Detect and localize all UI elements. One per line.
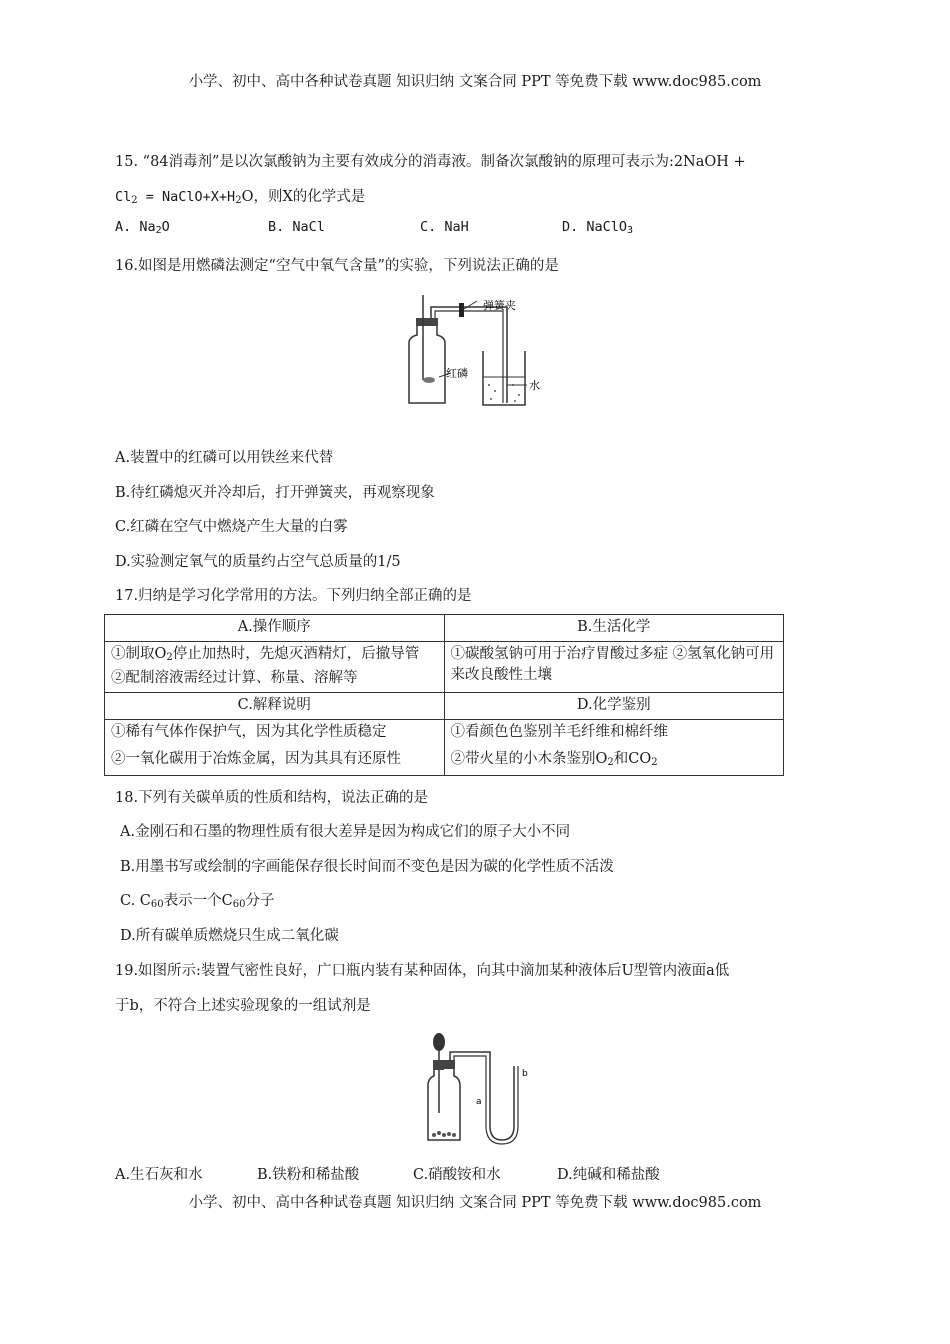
q17-table-b-body: ①碳酸氢钠可用于治疗胃酸过多症 ②氢氧化钠可用来改良酸性土壤 [444,642,784,693]
q16-option-c: C.红磷在空气中燃烧产生大量的白雾 [115,519,348,535]
q15-option-c: C. NaH [420,219,469,235]
bottle-shape [409,325,445,403]
q18-option-c: C. $C_{60}$表示一个$C_{60}$分子 [120,893,275,910]
q16-option-b: B.待红磷熄灭并冷却后，打开弹簧夹，再观察现象 [115,485,435,501]
q18-option-d: D.所有碳单质燃烧只生成二氧化碳 [120,928,339,944]
q15-option-a: A. $Na_2O$ [115,219,170,236]
page-footer: 小学、初中、高中各种试卷真题 知识归纳 文案合同 PPT 等免费下载 www.doc985.com [188,1195,762,1211]
q17-table-c-head: C.解释说明 [105,693,445,720]
q16-apparatus-figure [395,285,555,413]
q18-option-b: B.用墨书写或绘制的字画能保存很长时间而不变色是因为碳的化学性质不活泼 [120,859,614,875]
q15-stem-line1: 15. “84消毒剂”是以次氯酸钠为主要有效成分的消毒液。制备次氯酸钠的原理可表示为:2NaOH + [115,154,746,170]
q19-option-b: B.铁粉和稀盐酸 [257,1167,360,1183]
label-clamp: 弹簧夹 [483,299,516,312]
jar-shape [428,1068,460,1140]
connecting-tube [431,307,507,403]
q19-option-a: A.生石灰和水 [115,1167,203,1183]
q17-table-a-head: A.操作顺序 [105,615,445,642]
q19-stem-line1: 19.如图所示:装置气密性良好，广口瓶内装有某种固体，向其中滴加某种液体后U型管内液面a低 [115,963,730,979]
q16-option-d: D.实验测定氧气的质量约占空气总质量的1/5 [115,554,401,570]
label-b: b [522,1069,528,1079]
label-phosphorus: 红磷 [446,367,468,380]
q16-stem: 16.如图是用燃磷法测定“空气中氧气含量”的实验，下列说法正确的是 [115,258,559,274]
label-a: a [476,1097,482,1107]
q18-option-a: A.金刚石和石墨的物理性质有很大差异是因为构成它们的原子大小不同 [120,824,571,840]
label-water: 水 [529,379,540,392]
q15-option-b: B. NaCl [268,219,325,235]
q17-stem: 17.归纳是学习化学常用的方法。下列归纳全部正确的是 [115,588,472,604]
beaker-shape [483,351,525,405]
q17-table-b-head: B.生活化学 [444,615,784,642]
q19-stem-line2: 于b，不符合上述实验现象的一组试剂是 [115,998,371,1014]
q17-summary-table [104,614,784,776]
bottle-stopper [416,318,438,326]
q19-option-c: C.硝酸铵和水 [413,1167,501,1183]
q17-table-d-head: D.化学鉴别 [444,693,784,720]
q18-stem: 18.下列有关碳单质的性质和结构，说法正确的是 [115,790,429,806]
q17-table-a-body: ①制取$O_2$停止加热时，先熄灭酒精灯，后撤导管 ②配制溶液需经过计算、称量、溶解等 [105,642,445,693]
q19-apparatus-figure [420,1028,540,1146]
q15-stem-line2: $Cl_2$ = $NaClO+X+H_2O$，则X的化学式是 [115,189,366,206]
q19-options [115,1163,815,1183]
q17-table-d-body: ①看颜色色鉴别羊毛纤维和棉纤维 ②带火星的小木条鉴别$O_2$和$CO_2$ [444,720,784,776]
q17-table-c-body: ①稀有气体作保护气，因为其化学性质稳定 ②一氧化碳用于冶炼金属，因为其具有还原性 [105,720,445,776]
q15-option-d: D. NaClO$_3$ [562,219,634,236]
q15-options [115,219,815,239]
q16-option-a: A.装置中的红磷可以用铁丝来代替 [115,450,334,466]
jar-stopper [433,1060,455,1069]
phosphorus-spoon [423,377,435,383]
q19-option-d: D.纯碱和稀盐酸 [557,1167,660,1183]
page-header: 小学、初中、高中各种试卷真题 知识归纳 文案合同 PPT 等免费下载 www.doc985.com [188,74,762,90]
spring-clamp [459,303,464,317]
